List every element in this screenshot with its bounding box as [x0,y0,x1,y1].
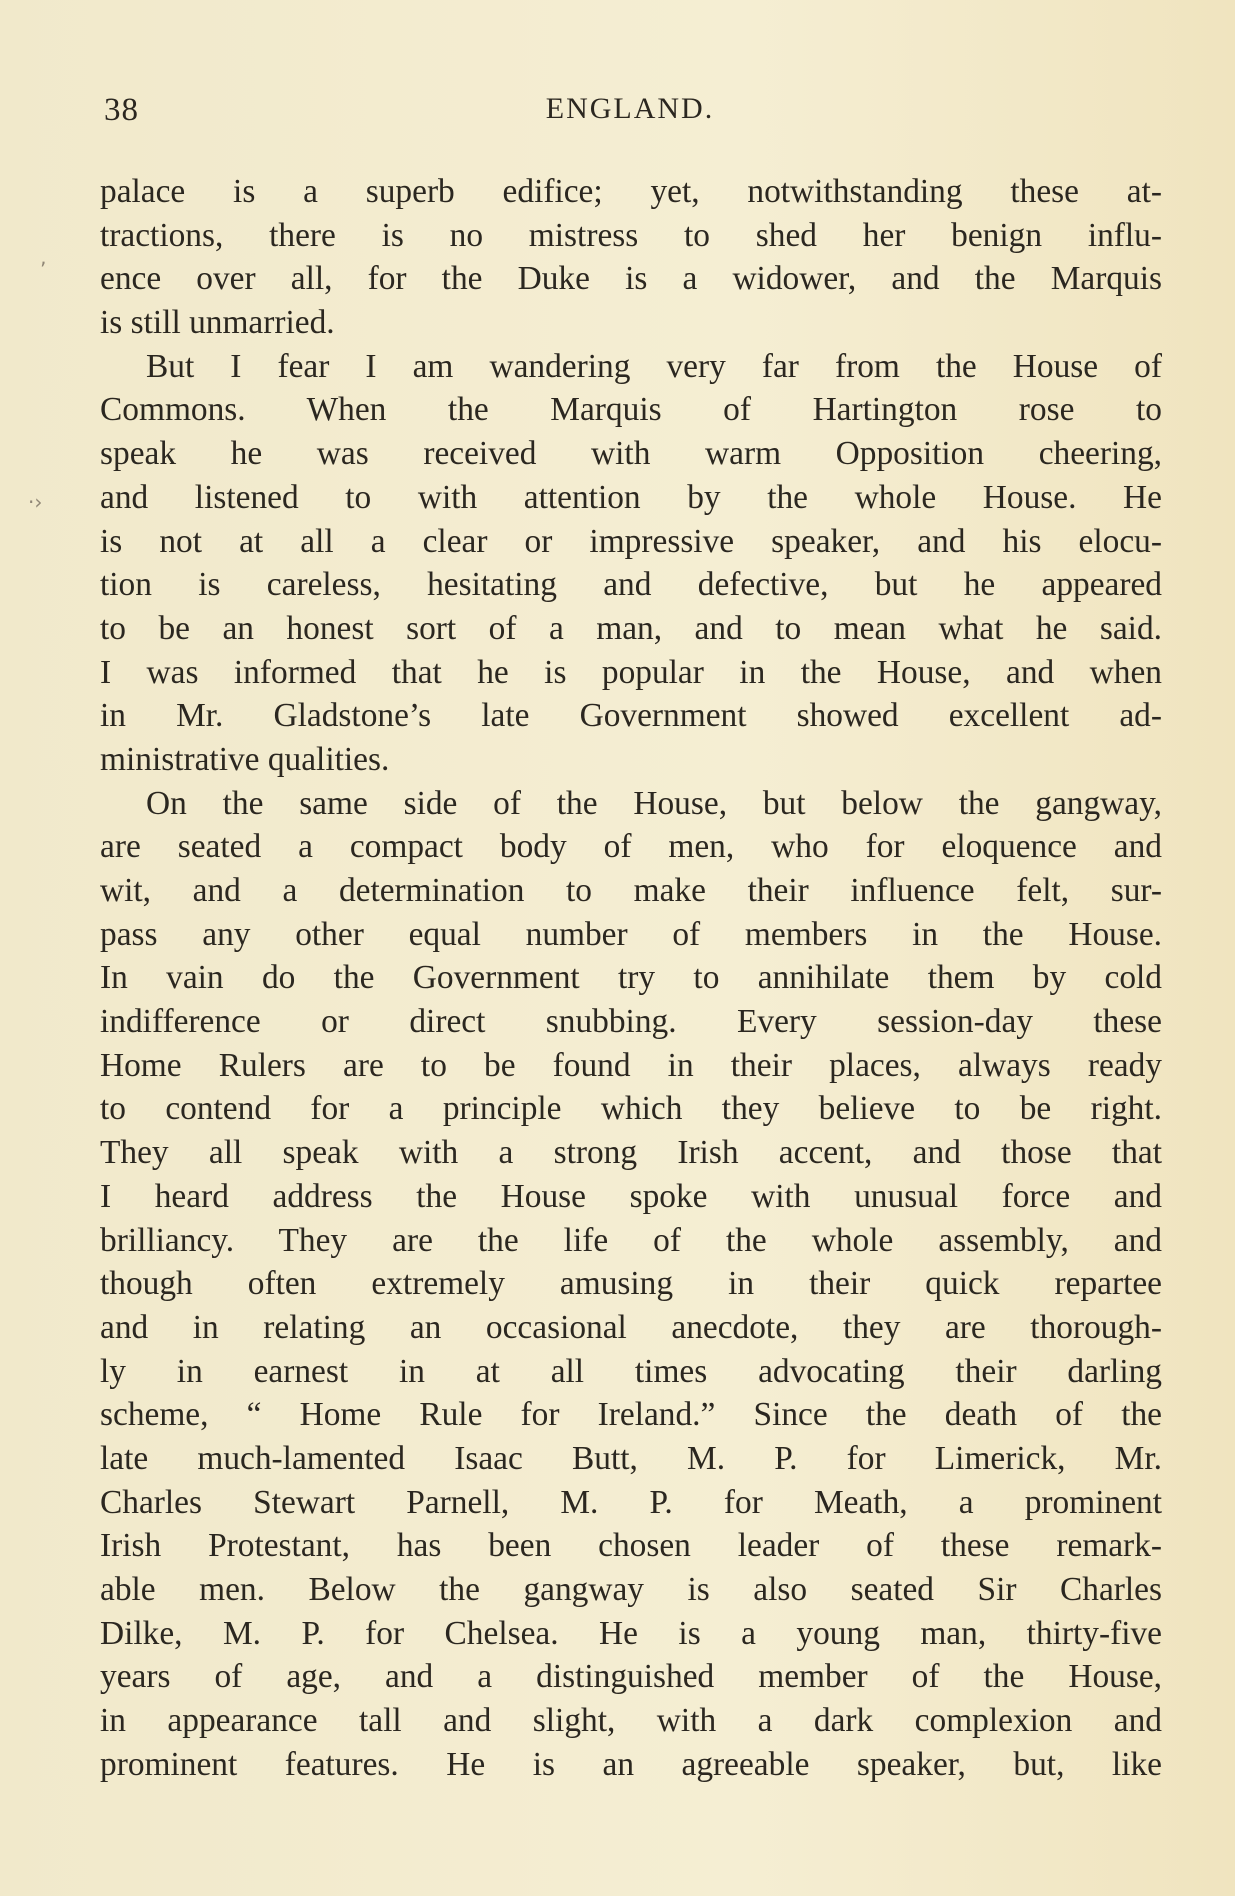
text-line: in Mr. Gladstone’s late Government showed excellent ad- [100,697,1162,735]
margin-mark: ‚ [40,245,47,269]
running-head [100,92,1160,132]
text-line: ministrative qualities. [100,740,390,778]
text-line: Charles Stewart Parnell, M. P. for Meath, a prominent [100,1483,1162,1521]
text-line: to contend for a principle which they believe to be right. [100,1090,1162,1128]
text-line: speak he was received with warm Opposition cheering, [100,435,1162,473]
text-line: indifference or direct snubbing. Every session-day these [100,1003,1162,1041]
text-line: in appearance tall and slight, with a dark complexion and [100,1702,1162,1740]
text-line: is still unmarried. [100,304,335,342]
text-line: pass any other equal number of members in the House. [100,915,1162,953]
text-line: I was informed that he is popular in the House, and when [100,653,1162,691]
text-line: and listened to with attention by the whole House. He [100,478,1162,516]
text-line: ly in earnest in at all times advocating their darling [100,1352,1162,1390]
text-line: is not at all a clear or impressive speaker, and his elocu- [100,522,1162,560]
text-line: Commons. When the Marquis of Hartington rose to [100,391,1162,429]
text-line: Irish Protestant, has been chosen leader of these remark- [100,1527,1162,1565]
text-line: late much-lamented Isaac Butt, M. P. for Limerick, Mr. [100,1439,1162,1477]
text-line: But I fear I am wandering very far from the House of [146,347,1162,385]
text-line: On the same side of the House, but below the gangway, [146,784,1162,822]
text-line: and in relating an occasional anecdote, they are thorough- [100,1308,1162,1346]
text-line: In vain do the Government try to annihilate them by cold [100,959,1162,997]
text-line: I heard address the House spoke with unusual force and [100,1177,1162,1215]
margin-mark: ·› [28,490,43,514]
page-number: 38 [104,92,139,128]
text-line: Home Rulers are to be found in their places, always ready [100,1046,1162,1084]
text-line: prominent features. He is an agreeable speaker, but, like [100,1745,1162,1783]
running-head-title: ENGLAND. [545,92,715,125]
text-line: to be an honest sort of a man, and to mean what he said. [100,609,1162,647]
text-line: years of age, and a distinguished member of the House, [100,1658,1162,1696]
text-line: are seated a compact body of men, who for eloquence and [100,828,1162,866]
text-line: ence over all, for the Duke is a widower, and the Marquis [100,260,1162,298]
text-line: They all speak with a strong Irish accent, and those that [100,1134,1162,1172]
text-line: Dilke, M. P. for Chelsea. He is a young man, thirty-five [100,1614,1162,1652]
text-line: tion is careless, hesitating and defective, but he appeared [100,566,1162,604]
text-line: though often extremely amusing in their quick repartee [100,1265,1162,1303]
text-line: palace is a superb edifice; yet, notwithstanding these at- [100,173,1162,210]
text-line: brilliancy. They are the life of the whole assembly, and [100,1221,1162,1259]
text-line: tractions, there is no mistress to shed her benign influ- [100,216,1162,254]
text-line: scheme, “ Home Rule for Ireland.” Since the death of the [100,1396,1162,1434]
text-line: able men. Below the gangway is also seated Sir Charles [100,1571,1162,1608]
text-line: wit, and a determination to make their influence felt, sur- [100,872,1162,909]
body-text [100,170,1162,1786]
